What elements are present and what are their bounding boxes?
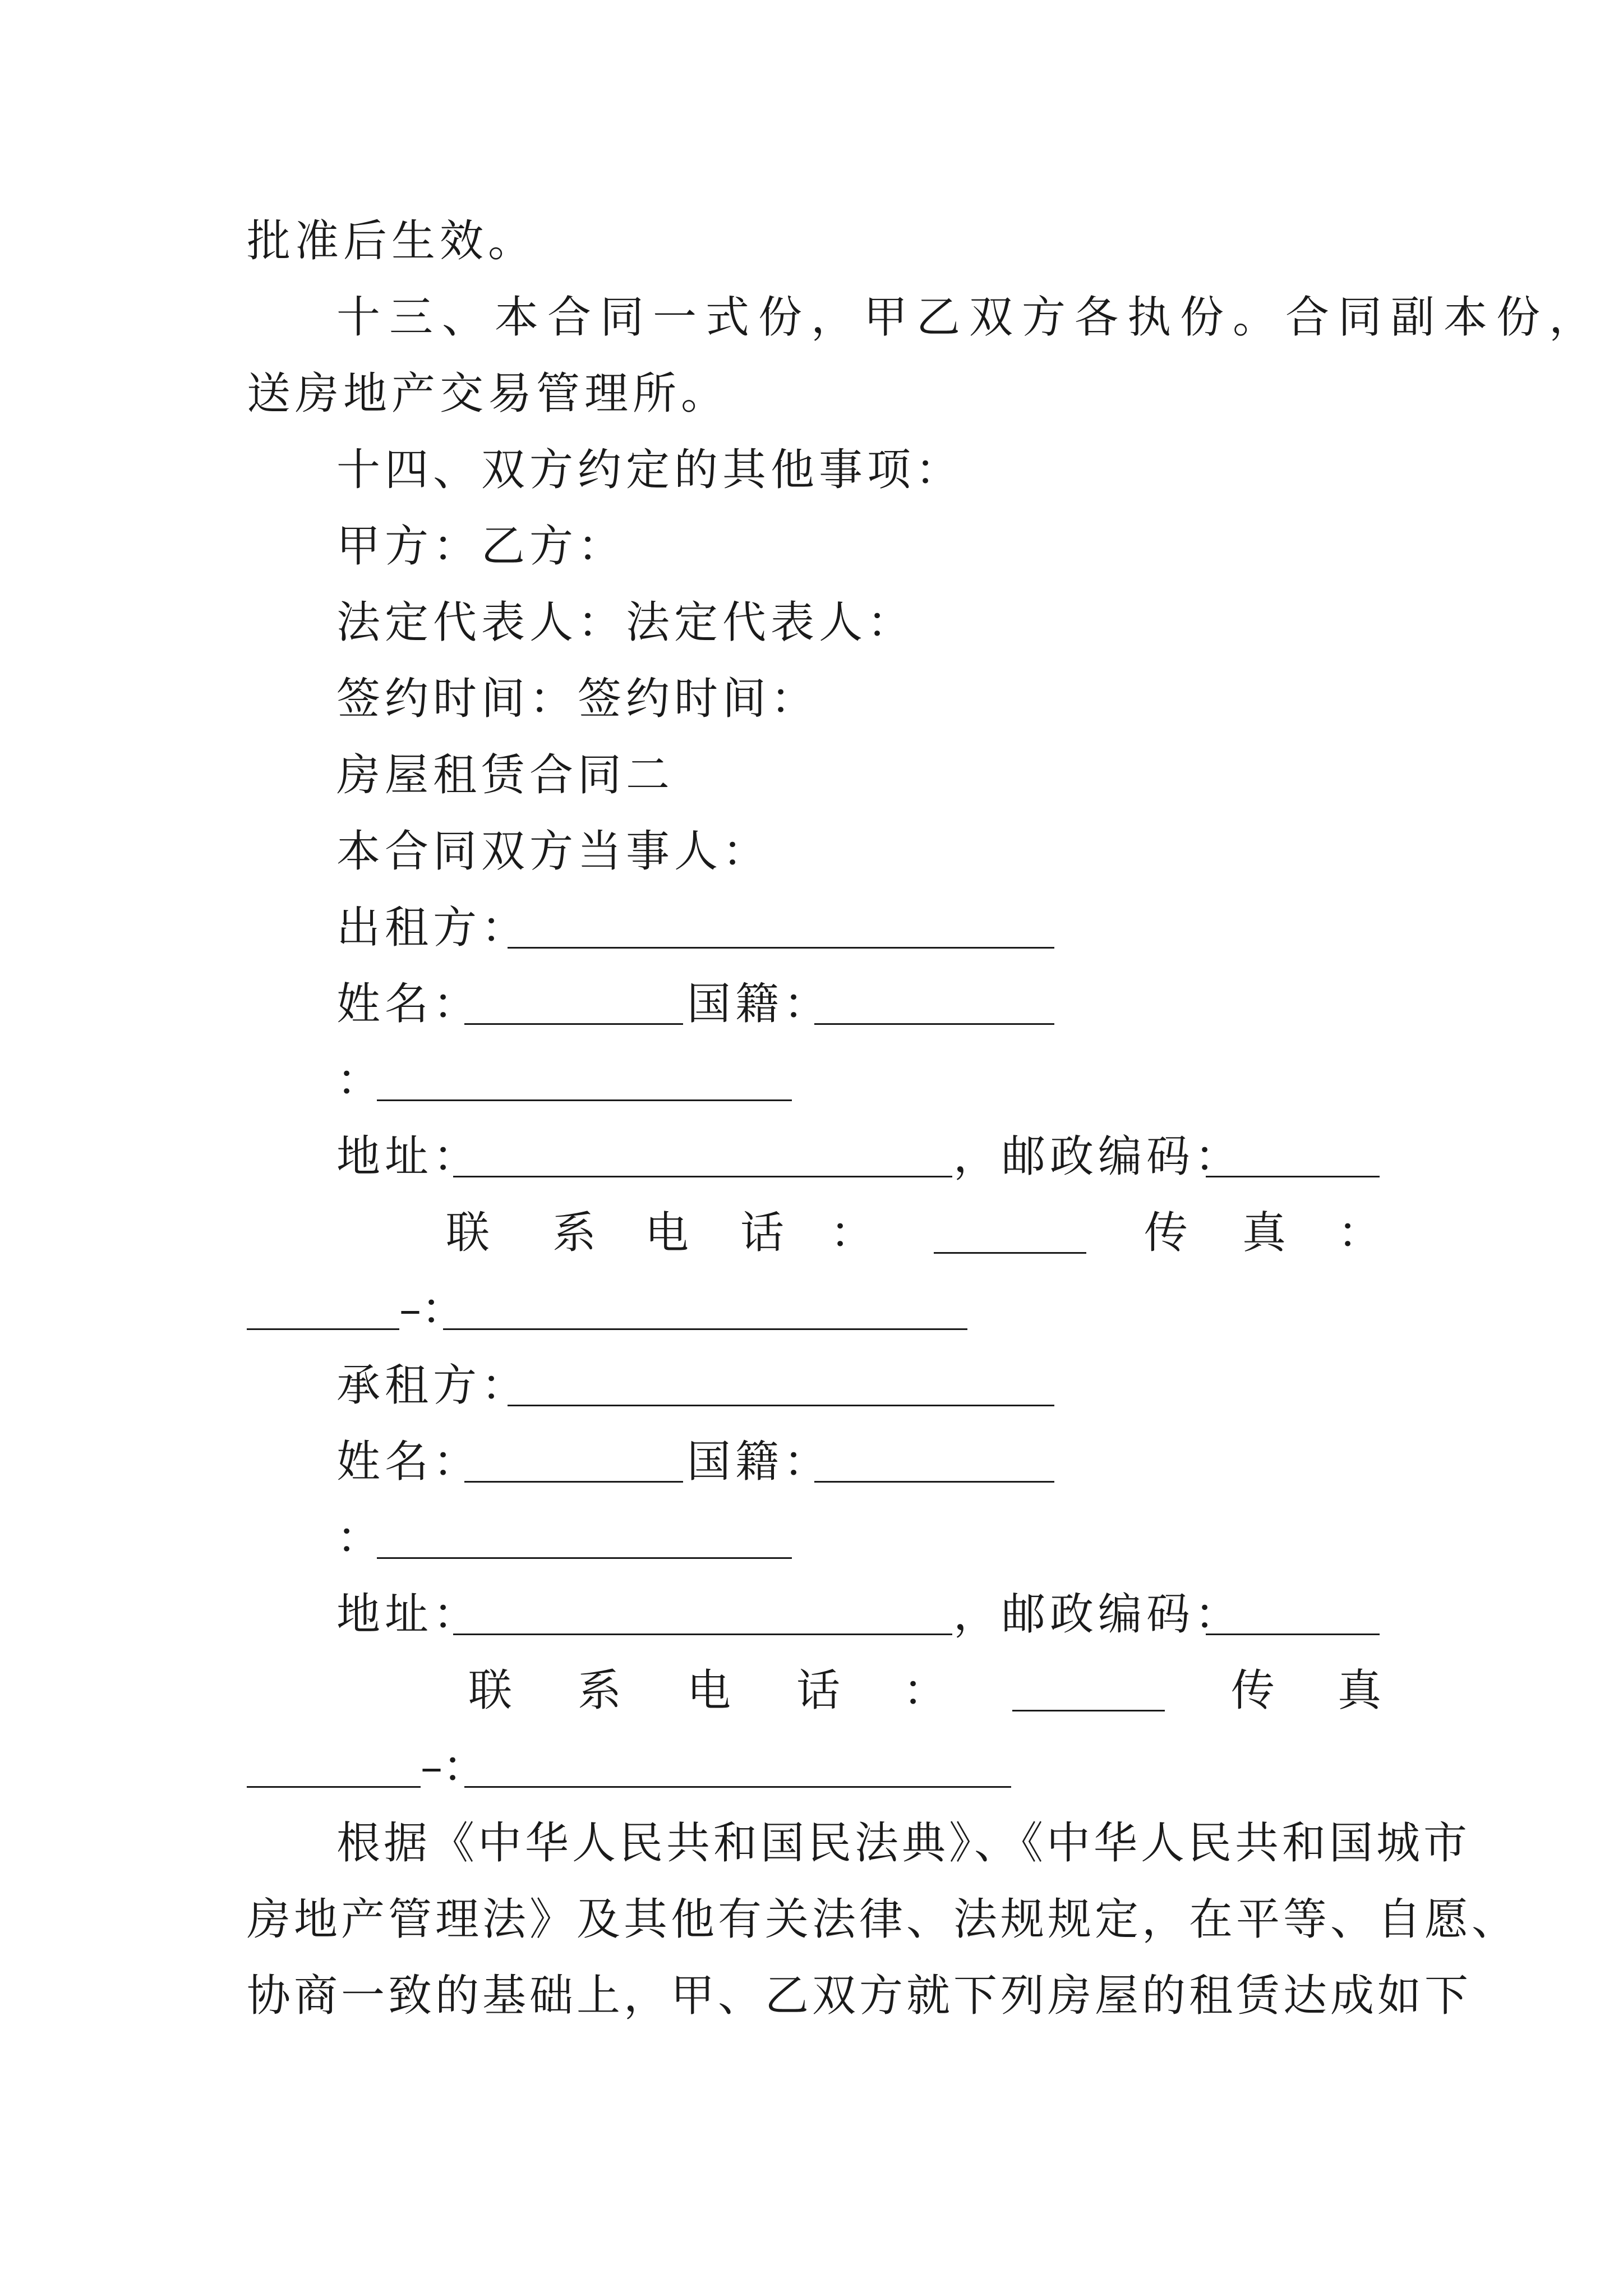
lessee-blank[interactable] (508, 1405, 1054, 1406)
closing-line-3: 协商一致的基础上，甲、乙双方就下列房屋的租赁达成如下 (247, 1971, 1472, 2021)
lessee-postcode-label: ，邮政编码： (953, 1589, 1243, 1640)
lessee-name-blank[interactable] (464, 1481, 683, 1483)
lessee-fax-blank[interactable] (247, 1786, 421, 1788)
clause-13-line1: 十三、本合同一式份，甲乙双方各执份。合同副本份， (336, 292, 1602, 343)
sign-date-label: 签约时间：签约时间： (336, 674, 819, 724)
lessor-phone-char: 话 (740, 1208, 785, 1258)
lessor-fax-char: 真 (1242, 1208, 1287, 1258)
lessor-nationality-label: 国籍： (687, 979, 832, 1029)
lessor-id-blank[interactable] (377, 1099, 792, 1101)
lessor-colon: ： (336, 1055, 385, 1106)
lessee-phone-char: ： (903, 1665, 947, 1716)
lessor-phone-char: 联 (446, 1208, 490, 1258)
lessee-address-blank[interactable] (453, 1634, 952, 1635)
lessee-name-label: 姓名： (336, 1437, 482, 1487)
closing-line-1: 根据《中华人民共和国民法典》、《中华人民共和国城市 (336, 1818, 1471, 1869)
lessor-address-label: 地址： (336, 1131, 482, 1182)
lessor-phone-char: 电 (645, 1208, 689, 1258)
lessor-name-blank[interactable] (464, 1023, 683, 1025)
lessor-address-blank[interactable] (453, 1176, 952, 1177)
lessee-fax-char: 真 (1338, 1665, 1382, 1716)
lessor-name-label: 姓名： (336, 979, 482, 1029)
lessee-phone-char: 系 (578, 1665, 622, 1716)
lessee-phone-char: 电 (687, 1665, 731, 1716)
lessor-phone-blank[interactable] (934, 1252, 1086, 1254)
party-a-b-label: 甲方：乙方： (336, 521, 626, 572)
lessee-dash-colon: –： (421, 1742, 487, 1792)
lessor-nationality-blank[interactable] (814, 1023, 1054, 1025)
text-line: 批准后生效。 (247, 216, 537, 266)
lessor-phone-char: ： (830, 1208, 874, 1258)
lessee-postcode-blank[interactable] (1206, 1634, 1380, 1635)
lessee-phone-blank[interactable] (1012, 1710, 1165, 1711)
clause-13-line2: 送房地产交易管理所。 (247, 369, 730, 419)
closing-line-2: 房地产管理法》及其他有关法律、法规规定，在平等、自愿、 (247, 1894, 1519, 1945)
lessor-label: 出租方： (336, 903, 530, 953)
lessor-fax-blank[interactable] (247, 1328, 399, 1330)
lessee-phone-char: 话 (796, 1665, 841, 1716)
lessee-nationality-blank[interactable] (814, 1481, 1054, 1483)
lessor-fax-char: ： (1338, 1208, 1382, 1258)
lessor-extra-blank[interactable] (443, 1328, 967, 1330)
lessor-dash-colon: –： (399, 1284, 465, 1335)
lessee-phone-char: 联 (468, 1665, 513, 1716)
lessor-postcode-blank[interactable] (1206, 1176, 1380, 1177)
lessor-blank[interactable] (508, 947, 1054, 949)
lessee-label: 承租方： (336, 1360, 530, 1411)
contract-title: 房屋租赁合同二 (336, 750, 675, 800)
lessee-address-label: 地址： (336, 1589, 482, 1640)
lessee-nationality-label: 国籍： (687, 1437, 832, 1487)
lessee-colon: ： (336, 1513, 385, 1563)
parties-heading: 本合同双方当事人： (336, 826, 771, 877)
lessee-fax-char: 传 (1231, 1665, 1275, 1716)
lessee-extra-blank[interactable] (464, 1786, 1011, 1788)
lessor-postcode-label: ，邮政编码： (953, 1131, 1243, 1182)
lessee-id-blank[interactable] (377, 1557, 792, 1559)
lessor-fax-char: 传 (1144, 1208, 1188, 1258)
lessor-phone-char: 系 (552, 1208, 597, 1258)
clause-14: 十四、双方约定的其他事项： (336, 445, 964, 495)
legal-rep-label: 法定代表人：法定代表人： (336, 597, 916, 648)
